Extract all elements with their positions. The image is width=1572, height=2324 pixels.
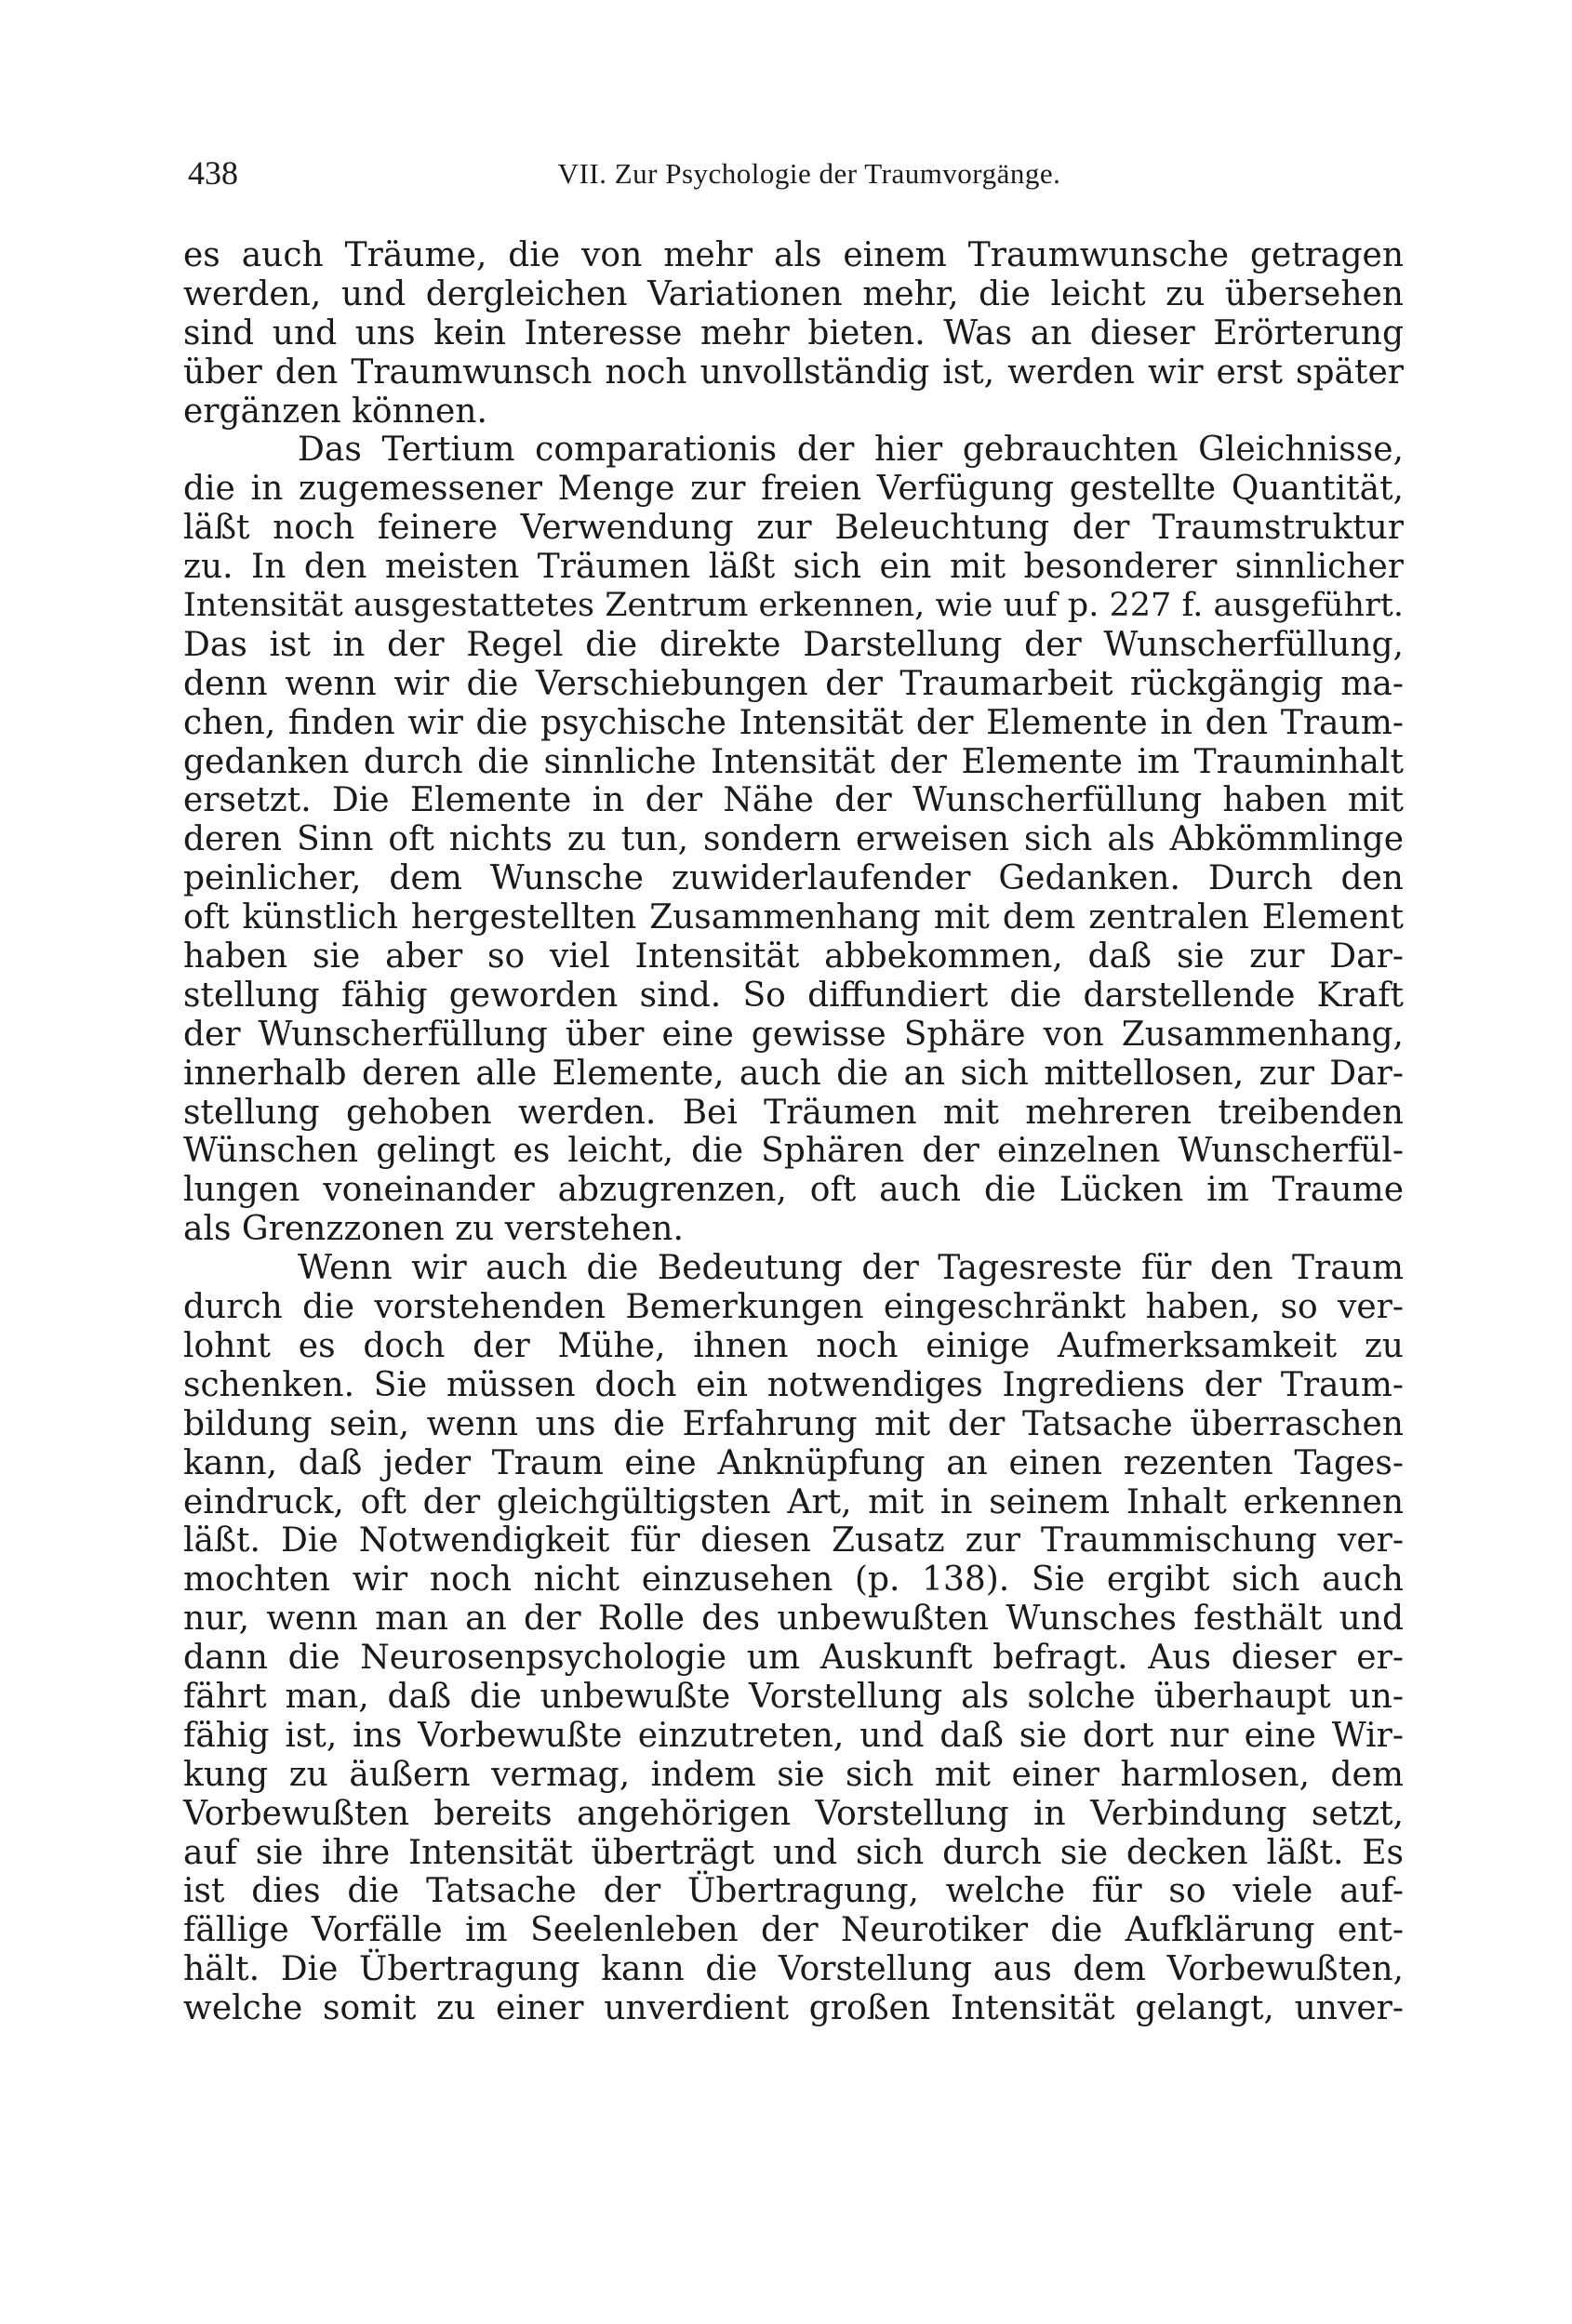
text-line: lohnt es doch der Mühe, ihnen noch einige Aufmerksamkeit zu [183,1326,1404,1365]
text-line: schenken. Sie müssen doch ein notwendiges Ingrediens der Traum- [183,1365,1404,1404]
text-line: fällige Vorfälle im Seelenleben der Neurotiker die Aufklärung ent- [183,1911,1404,1950]
text-line: denn wenn wir die Verschiebungen der Traumarbeit rückgängig ma- [183,664,1404,703]
text-line: ergänzen können. [183,392,487,431]
text-line: Intensität ausgestattetes Zentrum erkennen, wie uuf p. 227 f. ausgeführt. [183,587,1404,625]
text-line: innerhalb deren alle Elemente, auch die an sich mittellosen, zur Dar- [183,1054,1404,1093]
running-title: VII. Zur Psychologie der Traumvorgänge. [557,157,1061,190]
body-text [183,236,1404,2028]
text-line: welche somit zu einer unverdient großen Intensität gelangt, unver- [183,1989,1404,2028]
text-line: sind und uns kein Interesse mehr bieten. Was an dieser Erörterung [183,313,1404,352]
text-line: stellung fähig geworden sind. So diffundiert die darstellende Kraft [183,976,1404,1015]
text-line: Das Tertium comparationis der hier gebrauchten Gleichnisse, [298,431,1404,470]
page-header [188,153,1403,200]
text-line: fährt man, daß die unbewußte Vorstellung als solche überhaupt un- [183,1677,1404,1716]
text-line: peinlicher, dem Wunsche zuwiderlaufender Gedanken. Durch den [183,859,1404,898]
text-line: als Grenzzonen zu verstehen. [183,1210,684,1249]
text-line: läßt noch feinere Verwendung zur Beleuchtung der Traumstruktur [183,509,1404,548]
text-line: fähig ist, ins Vorbewußte einzutreten, und daß sie dort nur eine Wir- [183,1716,1404,1755]
text-line: Wenn wir auch die Bedeutung der Tagesreste für den Traum [298,1249,1404,1288]
text-line: deren Sinn oft nichts zu tun, sondern erweisen sich als Abkömmlinge [183,820,1404,859]
text-line: haben sie aber so viel Intensität abbekommen, daß sie zur Dar- [183,937,1404,976]
text-line: dann die Neurosenpsychologie um Auskunft befragt. Aus dieser er- [183,1639,1404,1678]
text-line: stellung gehoben werden. Bei Träumen mit mehreren treibenden [183,1093,1404,1132]
text-line: die in zugemessener Menge zur freien Verfügung gestellte Quantität, [183,470,1404,509]
text-line: nur, wenn man an der Rolle des unbewußten Wunsches festhält und [183,1600,1404,1639]
text-line: lungen voneinander abzugrenzen, oft auch die Lücken im Traume [183,1171,1404,1210]
text-line: der Wunscherfüllung über eine gewisse Sphäre von Zusammenhang, [183,1015,1404,1054]
text-line: zu. In den meisten Träumen läßt sich ein mit besonderer sinnlicher [183,548,1404,587]
text-line: hält. Die Übertragung kann die Vorstellung aus dem Vorbewußten, [183,1950,1404,1989]
text-line: ist dies die Tatsache der Übertragung, welche für so viele auf- [183,1872,1404,1911]
text-line: es auch Träume, die von mehr als einem Traumwunsche getragen [183,236,1404,274]
text-line: kung zu äußern vermag, indem sie sich mit einer harmlosen, dem [183,1755,1404,1794]
text-line: auf sie ihre Intensität überträgt und sich durch sie decken läßt. Es [183,1833,1404,1872]
text-line: über den Traumwunsch noch unvollständig ist, werden wir erst später [183,352,1404,392]
page-number: 438 [188,154,238,192]
text-line: läßt. Die Notwendigkeit für diesen Zusatz zur Traummischung ver- [183,1521,1404,1560]
text-line: Wünschen gelingt es leicht, die Sphären der einzelnen Wunscherfül- [183,1132,1404,1171]
text-line: gedanken durch die sinnliche Intensität der Elemente im Trauminhalt [183,742,1404,781]
text-line: bildung sein, wenn uns die Erfahrung mit der Tatsache überraschen [183,1404,1404,1443]
text-line: Vorbewußten bereits angehörigen Vorstellung in Verbindung setzt, [183,1794,1404,1833]
text-line: werden, und dergleichen Variationen mehr, die leicht zu übersehen [183,274,1404,313]
text-line: Das ist in der Regel die direkte Darstellung der Wunscherfüllung, [183,625,1404,664]
text-line: kann, daß jeder Traum eine Anknüpfung an einen rezenten Tages- [183,1443,1404,1482]
text-line: oft künstlich hergestellten Zusammenhang mit dem zentralen Element [183,898,1404,937]
text-line: eindruck, oft der gleichgültigsten Art, mit in seinem Inhalt erkennen [183,1482,1404,1521]
text-line: mochten wir noch nicht einzusehen (p. 138). Sie ergibt sich auch [183,1560,1404,1600]
text-line: ersetzt. Die Elemente in der Nähe der Wunscherfüllung haben mit [183,781,1404,820]
text-line: chen, finden wir die psychische Intensität der Elemente in den Traum- [183,703,1404,742]
text-line: durch die vorstehenden Bemerkungen eingeschränkt haben, so ver- [183,1288,1404,1327]
